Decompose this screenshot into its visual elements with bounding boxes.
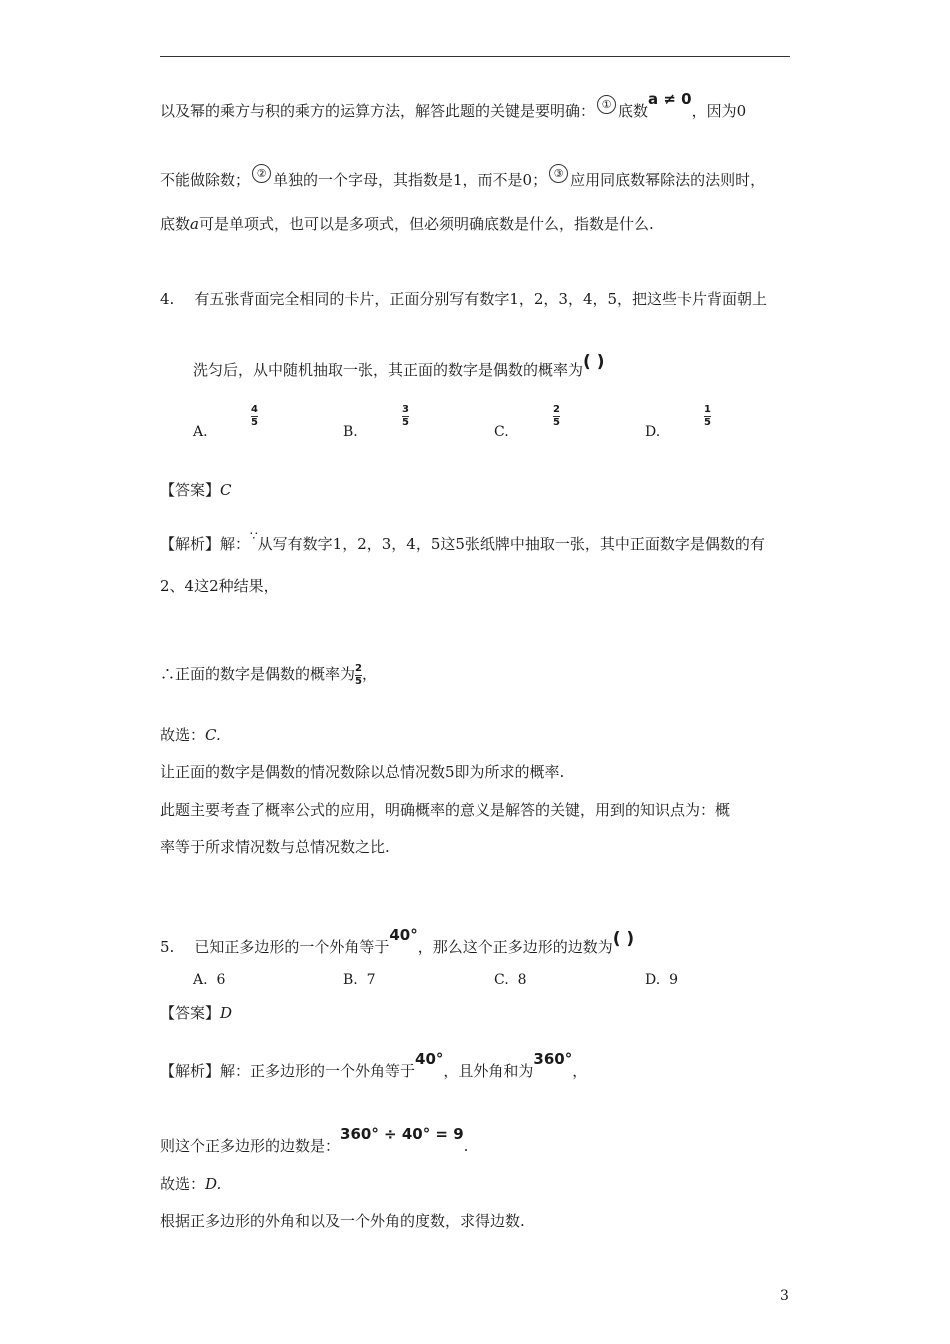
numerator: 3: [402, 404, 409, 415]
choice-value: D.: [205, 1175, 222, 1193]
answer-value: C: [220, 481, 232, 499]
text-segment: 解：: [220, 535, 251, 553]
text-segment: ，: [362, 665, 378, 683]
q4-option-a: [193, 422, 208, 442]
text-segment: 率等于所求情况数与总情况数之比.: [160, 838, 390, 856]
answer-blank: ( ): [612, 929, 635, 949]
q4-analysis-line-3: [160, 664, 377, 687]
q5-option-b: [343, 970, 376, 990]
denominator: 5: [704, 417, 711, 428]
q4-option-c-fraction: [553, 405, 560, 428]
result-fraction: [355, 664, 362, 687]
text-segment: 不能做除数；: [160, 171, 251, 189]
math-side-count: 360° ÷ 40° = 9: [340, 1125, 464, 1143]
q4-option-c: [494, 422, 509, 442]
text-segment: 解：正多边形的一个外角等于: [220, 1062, 416, 1080]
answer-tag: 【答案】: [160, 481, 221, 499]
choice-value: C.: [205, 726, 221, 744]
option-value: 7: [366, 972, 376, 988]
q4-option-b-fraction: [402, 405, 409, 428]
q4-choose: [160, 725, 221, 745]
header-rule: [160, 56, 790, 57]
because-symbol: ∵: [250, 529, 258, 543]
q4-number: 4.: [160, 290, 175, 308]
circled-number-1: ①: [597, 95, 616, 114]
q4-stem-line-1: [160, 289, 767, 309]
text-segment: 底数: [618, 102, 649, 120]
q4-stem: 有五张背面完全相同的卡片，正面分别写有数字1，2，3，4，5，把这些卡片背面朝上: [194, 290, 768, 308]
text-segment: ，: [572, 1062, 588, 1080]
option-label: A.: [193, 972, 208, 988]
q4-analysis-line-2: [160, 576, 279, 596]
text-segment: 底数: [160, 215, 191, 233]
circled-number-3: ③: [549, 164, 568, 183]
page-number: 3: [780, 1288, 789, 1304]
q4-stem-line-2: [193, 352, 604, 380]
text-segment: .: [463, 1137, 469, 1155]
text-line-3: [160, 214, 654, 234]
option-label: B.: [343, 972, 358, 988]
variable-a: a: [190, 215, 199, 233]
numerator: 1: [704, 404, 711, 415]
q4-option-d-fraction: [704, 405, 711, 428]
text-segment: 从写有数字1，2，3，4，5这5张纸牌中抽取一张，其中正面数字是偶数的有: [257, 535, 765, 553]
option-label: D.: [645, 424, 661, 440]
option-label: B.: [343, 424, 358, 440]
option-value: 8: [517, 972, 527, 988]
denominator: 5: [402, 417, 409, 428]
option-label: D.: [645, 972, 661, 988]
q4-option-a-fraction: [251, 405, 258, 428]
q4-answer: [160, 480, 232, 500]
math-40-degrees: 40°: [415, 1050, 444, 1068]
text-segment: ，因为0: [691, 102, 747, 120]
math-360-degrees: 360°: [533, 1050, 573, 1068]
text-segment: 应用同底数幂除法的法则时，: [570, 171, 766, 189]
q4-option-d: [645, 422, 660, 442]
text-segment: 此题主要考查了概率公式的应用，明确概率的意义是解答的关键，用到的知识点为：概: [160, 801, 731, 819]
text-line-1: [160, 89, 746, 121]
q5-note: [160, 1211, 525, 1231]
numerator: 2: [355, 663, 362, 674]
text-segment: 故选：: [160, 726, 206, 744]
answer-tag: 【答案】: [160, 1004, 221, 1022]
text-segment: 可是单项式，也可以是多项式，但必须明确底数是什么，指数是什么.: [198, 215, 654, 233]
option-value: 6: [216, 972, 226, 988]
text-segment: 单独的一个字母，其指数是1，而不是0；: [273, 171, 548, 189]
q4-option-b: [343, 422, 358, 442]
text-segment: ∴正面的数字是偶数的概率为: [160, 665, 356, 683]
q5-analysis-line-1: [160, 1049, 587, 1081]
q5-option-d: [645, 970, 678, 990]
q5-number: 5.: [160, 938, 175, 956]
option-label: C.: [494, 972, 509, 988]
text-segment: 以及幂的乘方与积的乘方的运算方法，解答此题的关键是要明确：: [160, 102, 596, 120]
option-label: A.: [193, 424, 208, 440]
text-segment: 根据正多边形的外角和以及一个外角的度数，求得边数.: [160, 1212, 525, 1230]
q4-stem-continued: 洗匀后，从中随机抽取一张，其正面的数字是偶数的概率为: [193, 361, 584, 379]
numerator: 2: [553, 404, 560, 415]
analysis-tag: 【解析】: [160, 535, 221, 553]
denominator: 5: [251, 417, 258, 428]
q4-note-1: [160, 762, 564, 782]
analysis-tag: 【解析】: [160, 1062, 221, 1080]
q5-option-c: [494, 970, 527, 990]
denominator: 5: [355, 676, 362, 687]
text-segment: 故选：: [160, 1175, 206, 1193]
text-segment: ，那么这个正多边形的边数为: [417, 938, 613, 956]
text-segment: 已知正多边形的一个外角等于: [194, 938, 390, 956]
math-40-degrees: 40°: [389, 926, 418, 944]
q5-stem: [160, 925, 634, 957]
math-a-not-zero: a ≠ 0: [648, 90, 692, 108]
numerator: 4: [251, 404, 258, 415]
circled-number-2: ②: [252, 164, 271, 183]
text-segment: ，且外角和为: [443, 1062, 534, 1080]
option-value: 9: [669, 972, 679, 988]
q5-analysis-line-2: [160, 1124, 468, 1156]
q4-analysis-line-1: [160, 526, 765, 554]
option-label: C.: [494, 424, 509, 440]
answer-value: D: [220, 1004, 233, 1022]
denominator: 5: [553, 417, 560, 428]
text-segment: 让正面的数字是偶数的情况数除以总情况数5即为所求的概率.: [160, 763, 565, 781]
q5-option-a: [193, 970, 225, 990]
q4-note-3: [160, 837, 390, 857]
text-segment: 则这个正多边形的边数是：: [160, 1137, 341, 1155]
text-line-2: [160, 164, 765, 190]
q4-note-2: [160, 800, 730, 820]
text-segment: 2、4这2种结果，: [160, 577, 279, 595]
q5-answer: [160, 1003, 232, 1023]
answer-blank: ( ): [583, 352, 605, 372]
q5-choose: [160, 1174, 221, 1194]
